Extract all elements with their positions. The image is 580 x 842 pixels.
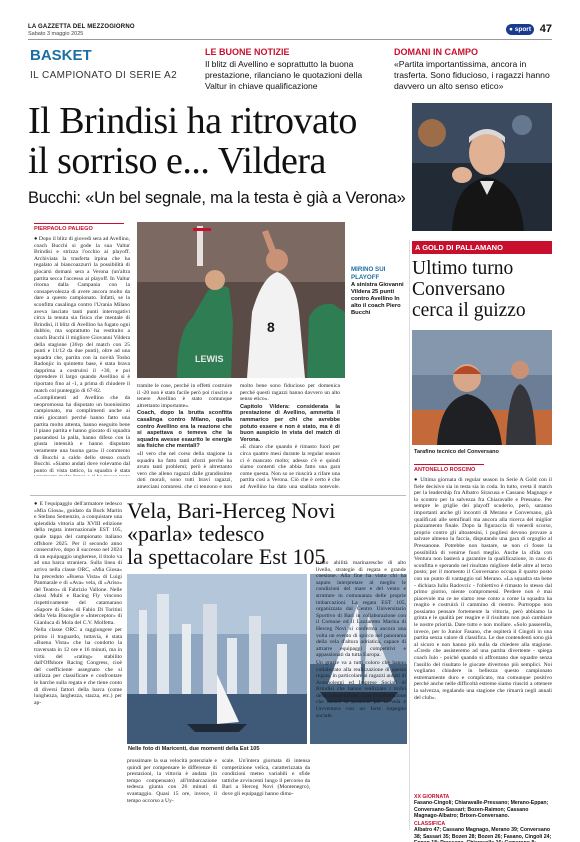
svg-text:8: 8 — [267, 319, 275, 335]
main-article-col3: molto bene sono fiducioso per domenica perché questi ragazzi hanno davvero un alto senso etico». Capitolo Vildera: considerata la prestazione di Avellino, ammetta il rammarico per chi che avrebbe potuto essere e non è stato, ma è di buon auspicio in vista del match di Verona. «E chiaro che quando è rimasto fuori per circa quattro mesi durante la regular season ci è mancato molto; adesso c'è e quindi siamo contenti che abbia fatto una gara come questa. Non so se riuscirà a rifare una partita così a Verona. Ciò che è certo è che ad Avellino ha dato una spallata notevole, — [240, 383, 340, 488]
svg-text:LEWIS: LEWIS — [195, 354, 224, 364]
vildera-photo — [137, 222, 345, 378]
main-byline: PIERPAOLO PALIEGO — [34, 226, 93, 232]
main-headline: Il Brindisi ha ritrovato il sorriso e... Vildera — [28, 100, 357, 182]
side-article-text: ● Ultima giornata di regular season in Serie A Gold con il fiele decisivo sia in testa sia in coda. In tutto, sveta il match per la leadership fra Albatro Siracusa e Cassano Magnago e lo scontro per la salvezza fra Chiaravalle e Pressano. Per sempre le griglie dei playoff scuderio, però, saranno importanti anche gli incontri di Merano e Conversano, già qualificati alle semifinali ma ancora alla ricerca del miglior piazzamento finale. Dopo la figuraccia di venerdì scorso, proprio contro gli altoatesini, i pugliesi devono provare a salvare almeno la faccia, disputando una gara di orgoglio al Pressanone. Potrebbe non bastare, se non ci fosse la possibilità di venirne fuori meglio. Anche la sfida con Ventura non basterà a garantire la qualificazione, in caso di sconfitta e sperando nel risultato migliore delle altre al terzo posto; per il momento il Conversano occupa il quarto posto con un punto di vantaggio sul Merano. «La squadra sta bene - dichiara Iuliu Radovcic - l'obiettivo è rimasto lo stesso dal primo giorno, niente compromessi. Perdere non è mai piacevole ma ce ne siamo rese conto a come la squadra ha reagito e costruirà il cammino di rientro. Purtroppo non possiamo pensare fortemente la vittoria, però abbiamo la grinta e le qualità per reagire e il risultato non può cambiare le nostre priorità. Dare tutto e non mollare. «Solo passerella, invece, per lo Junior Fasano, che ospiterà il Cingoli in una partita senza valore di classifica. Le due contendenti sono già al sicuro e non hanno più nulla da chiedere alla stagione. «Credo che assisteremo ad una partita divertente - spiega coach Iulo - poiché quando si affrontano due squadre senza l'assillo del risultato le giocate divertono più semplici. Noi vogliamo chiudere in bellezza questo campionato estremamente duro e complicato, ma comunque positivo perché anche nelle difficoltà estreme siamo riusciti a ottenere la salvezza, regalando una stagione che rimarrà negli annali del club». — [414, 477, 552, 701]
sport-badge: ● sport — [506, 24, 534, 35]
side-kicker: A GOLD DI PALLAMANO — [412, 241, 552, 254]
results-box — [414, 794, 552, 842]
paper-name: LA GAZZETTA DEL MEZZOGIORNO — [28, 24, 135, 30]
caption-text: A sinistra Giovanni Vildera 25 punti contro Avellino In alto il coach Piero Bucchi — [351, 282, 404, 316]
ball-icon: ● — [509, 26, 513, 33]
results-turno-title: XX GIORNATA — [414, 794, 450, 800]
good-news-box — [205, 47, 375, 92]
bottom-article-col1: ● E l'equipaggio dell'armatore tedesco «Mia Giosa», guidato da Buck Martin e Stefano Semenzin, a conquistare una splendida vittoria alla XVIII edizione della regata internazionale EST 105, quale tappa del campionato italiano offshore 2025. Per il secondo anno consecutivo, dopo il successo nel 2024 di un equipaggio ungherese, il titolo va ad una barca straniera. Sulla linea di arrivo nella classe ORC, «Mia Giosa» ha preceduto «Buena Vista» di Luigi Panmarale e di «Ava» vela, di «Ariso» del Teatro» di Fabrizio Vallone. Nelle classi Multi e Racing Fly vincono rispettivamente del catamarano «Sapore di Sale» di Fabio Di Toritini della Vela Bisceglie e «Interceptor» di Gianluca di Mola del C.V. Molfetta. Nella classe ORC a raggiungere per primo il traguardo, tuttavia, è stata «Buena Vista» che ha condotto la traversata in 12 ore e 16 minuti, ma in virtù del «rating» stabilito dall'Offshore Racing Congress, cioè del coefficiente assegnato che si utilizza per classificare e confrontare le barche sulla regata e che tiene conto di diversi fattori della barca (come lunghezza, larghezza, stazza, etc.) per ap- — [34, 501, 122, 706]
main-photo-caption — [351, 266, 407, 317]
conversano-photo — [412, 330, 552, 445]
caption-title: MIRINO SUI PLAYOFF — [351, 266, 386, 281]
regatta-caption: Nelle foto di Maricenti, due momenti della Est 105 — [128, 746, 260, 752]
header-rule — [28, 39, 552, 40]
next-match-text: «Partita importantissima, ancora in trasferta. Sono fiducioso, i ragazzi hanno davvero un alto senso etico» — [394, 59, 550, 91]
byline-rule — [34, 223, 124, 224]
main-article-col2: tramite le cose, perché in effetti costruire il -20 non è stato facile però poi riuscire a tenere Avellino è stato comunque altrettanto importante». Coach, dopo la brutta sconfitta casalinga contro Milano, quella contro Avellino era la reazione che si aspettava o temeva che la squadra avesse esaurito le energie sia fisiche che mentali? «Il vero che nel corso della stagione la squadra ha fatto tanti sforzi perché ha avuto tanti problemi; però è altrettanto vero che alleno ragazzi dalle grandissime doti morali, sono tutti bravi ragazzi, amerciani compresi, che ci tengono e non — [137, 383, 232, 488]
section-subkicker: IL CAMPIONATO DI SERIE A2 — [30, 70, 178, 81]
results-turno: Fasano-Cingoli; Chiaravalle-Pressano; Merano-Eppan; Conversano-Sassari; Bozen-Raimon; Cassano Magnago-Albatro; Brixen-Conversano. — [414, 800, 549, 819]
main-subhead: Bucchi: «Un bel segnale, ma la testa è già a Verona» — [28, 189, 406, 207]
side-headline: Ultimo turno Conversano cerca il guizzo — [412, 258, 526, 321]
side-byline-rule — [414, 464, 484, 465]
section-divider — [30, 495, 406, 496]
results-classifica-title: CLASSIFICA — [414, 821, 446, 828]
next-match-title: DOMANI IN CAMPO — [394, 47, 478, 57]
good-news-text: Il blitz di Avellino e soprattutto la buona prestazione, rilanciano le quotazioni della Valtur in chiave qualificazione — [205, 59, 363, 91]
bottom-article-col3: scale. Un'intera giornata di intensa competizione velica, caratterizzata da condizioni meteo variabili e sfide tattiche avvincenti lungo il percorso da Bari a Herceg Novi (Montenegro), dove gli equipaggi hanno dimo- — [222, 758, 310, 797]
sailboat-illustration — [127, 574, 307, 744]
bottom-article-col2: prossimare la sua velocità potenziale e quindi per compensare le differenze di prestazioni, la vittoria è andata (in tempo compensato) all'imbarcazione tedesca giunta con 26 minuti di svantaggio. Quasi 15 ore, invece, il tempo occorso a Uy- — [127, 758, 217, 804]
section-kicker: BASKET — [30, 47, 92, 64]
column-divider — [409, 240, 410, 830]
coach-illustration — [412, 103, 552, 231]
main-article-col1: ● Dopo il blitz di giovedì sera ad Avellino, coach Bucchi si gode la sua Valtur Brindisi e strizza l'occhio ai playoff. Archiviata la trasferta irpina che ha regalato al biancoazzurri la possibilità di giocarsi domani sera a Verona (un'altra partita secca l'accesso ai playoff. In Valtur ritorna dalla Campania con la consapevolezza di avere ancora molto da dare a questo campionato. Infatti, se la sconfitta casalinga contro l'Urania Milano aveva lasciato tanti punti interrogativi circa la tenuta sia fisica che mentale di Brindisi, il blitz di Avellino ha fugato ogni dubbio, ma soprattutto ha restituito a coach Bucchi il migliore Giovanni Vildera della stagione (36vp del match con 25 punti e 11/12 da due punti), oltre ad una squadra che, partita con la novità Tosho Radonjic in quintetto base, è stata brava dapprima a costruirsi il +30, e poi riprendere il largo quando Avellino si è riportato fino al -1, a prima di chiudere il match col punteggio di 67-82. «Complimenti ad Avellino che da neopromossa ha disputato un buonissimo campionato, ma complimenti anche ai miei giocatori perché hanno fatto una partita molto attenta, hanno eseguito bene il piano partita e hanno giocato di squadra passandosi la palla, hanno difeso con la giusta intensità e hanno disputato veramente una buona gara» il commento di Bucchi a caldo dello stesso coach Bucchi. «Siamo andati dove volevamo dal punto di vista tattico, la squadra è stata — [34, 236, 130, 474]
bottom-headline: Vela, Bari-Herceg Novi «parla» tedesco la spettacolare Est 105 — [127, 498, 336, 569]
handball-coach-illustration — [412, 330, 552, 445]
coach-photo — [412, 103, 552, 231]
conversano-caption: Tarafino tecnico del Conversano — [414, 449, 499, 455]
basket-action-illustration — [137, 222, 345, 378]
next-match-box — [394, 47, 554, 92]
side-byline: ANTONELLO ROSCINO — [414, 467, 476, 473]
bottom-article-col4: strato abilità marinaresche di alto livello, strategie di regata e grande coesione. Alla fine ha vinto chi ha saputo interpretare al meglio le condizioni del mare e del vento e strutture in comunanza delle proprie imbarcazioni. La regata EST 105, organizzata dal Centro Universitario Sportivo di Bari in collaborazione con il Comune ed il Lazzaretto Marina di Herceg Novi si conferma ancora una volta un evento di spicco nel panorama della vela d'altura adriatica, capace di attrarre equipaggi competitivi e appassionati da tutta Europa. Un grazie va a tutti coloro che hanno collaborato alla realizzazione di questa regata, in particolare ai ragazzi autisti di Autonoleggi ed Imprese Sociali di Brindisi che hanno realizzato i trofei della competizione. Una collaborazione che unisce la passione per la vela e l'avventura con un forte impegno sociale. — [316, 560, 406, 719]
masthead — [28, 24, 552, 38]
regatta-photo — [127, 574, 307, 744]
issue-date: Sabato 3 maggio 2025 — [28, 31, 84, 37]
good-news-title: LE BUONE NOTIZIE — [205, 47, 290, 57]
page-number: 47 — [539, 23, 552, 35]
results-classifica: Albatro 47; Cassano Magnago, Merano 39; Conversano 38; Sassari 35; Bozen 28; Bozen 26; Fasano, Cingoli 24; — [414, 827, 552, 840]
